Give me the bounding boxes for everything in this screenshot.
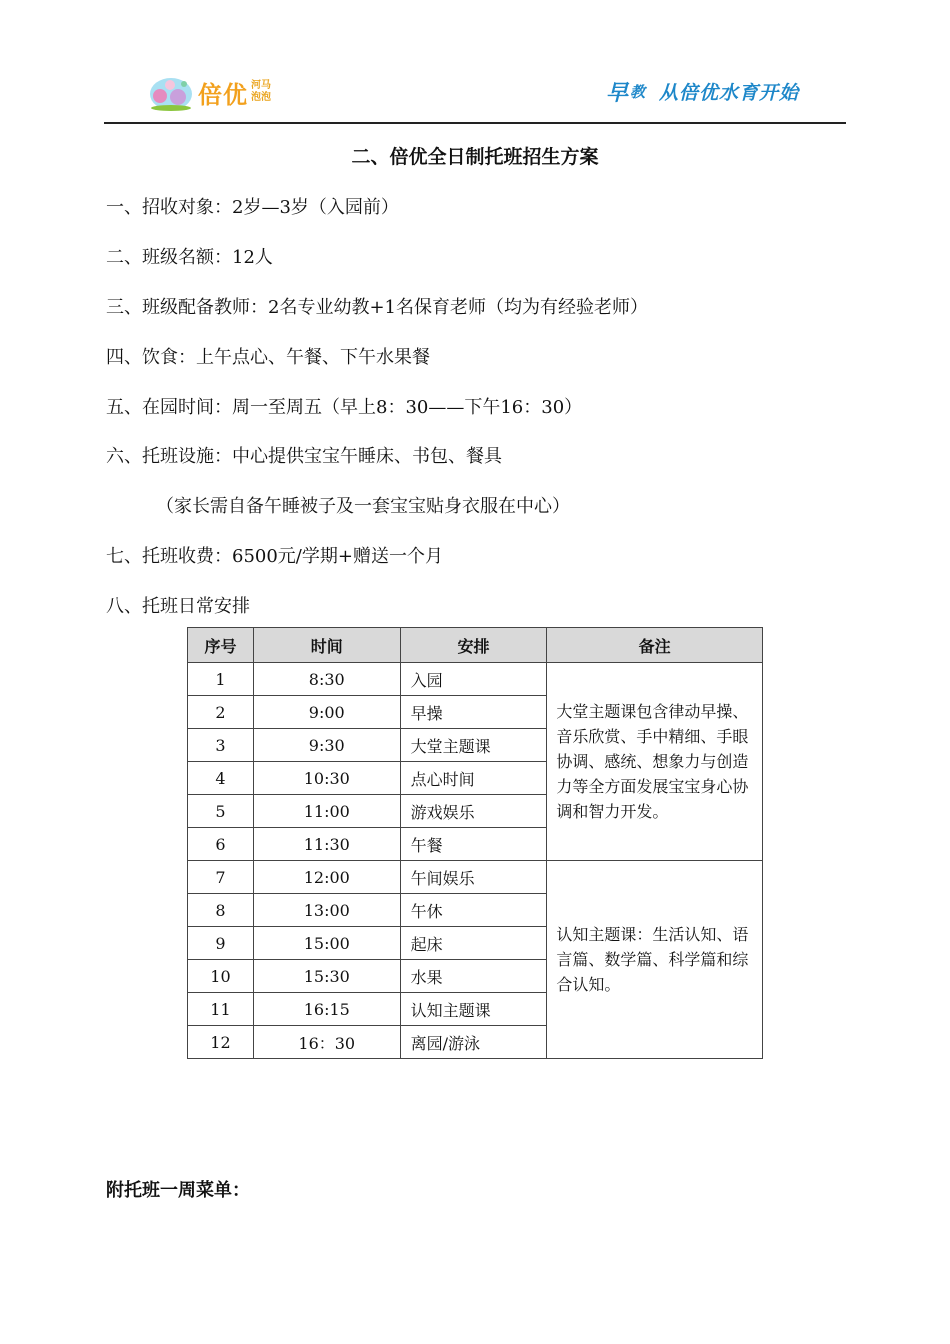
- cell-no: 7: [188, 861, 254, 894]
- header-time: 时间: [253, 628, 400, 663]
- cell-activity: 午餐: [400, 828, 547, 861]
- cell-time: 12:00: [253, 861, 400, 894]
- item-facilities-note: （家长需自备午睡被子及一套宝宝贴身衣服在中心）: [156, 496, 570, 517]
- header-activity: 安排: [400, 628, 547, 663]
- cell-no: 8: [188, 894, 254, 927]
- cell-activity: 认知主题课: [400, 993, 547, 1026]
- cell-time: 9:30: [253, 729, 400, 762]
- cell-activity: 水果: [400, 960, 547, 993]
- cell-no: 5: [188, 795, 254, 828]
- appendix-menu-heading: 附托班一周菜单：: [106, 1180, 250, 1201]
- item-enrollment-target: 一、招收对象：2岁—3岁（入园前）: [106, 197, 399, 218]
- cell-activity: 起床: [400, 927, 547, 960]
- table-row: [188, 663, 763, 696]
- cell-no: 11: [188, 993, 254, 1026]
- cell-no: 6: [188, 828, 254, 861]
- cell-activity: 入园: [400, 663, 547, 696]
- cell-activity: 午间娱乐: [400, 861, 547, 894]
- cell-no: 4: [188, 762, 254, 795]
- cell-note-afternoon: 认知主题课：生活认知、语言篇、数学篇、科学篇和综合认知。: [547, 861, 763, 1059]
- page-header: [0, 0, 950, 124]
- cell-time: 16：30: [253, 1026, 400, 1059]
- cell-time: 10:30: [253, 762, 400, 795]
- cell-time: 15:00: [253, 927, 400, 960]
- daily-schedule-table: [187, 627, 763, 1059]
- table-header-row: [188, 628, 763, 663]
- beiyou-logo: [148, 72, 271, 112]
- logo-name: 倍优: [198, 80, 248, 109]
- item-facilities: 六、托班设施：中心提供宝宝午睡床、书包、餐具: [106, 446, 502, 467]
- cell-time: 16:15: [253, 993, 400, 1026]
- cell-activity: 早操: [400, 696, 547, 729]
- logo-subtitle: [251, 80, 271, 104]
- header-no: 序号: [188, 628, 254, 663]
- slogan: 从倍优水育开始: [659, 82, 800, 104]
- early-education-logo: [606, 76, 799, 107]
- cell-activity: 游戏娱乐: [400, 795, 547, 828]
- cell-no: 1: [188, 663, 254, 696]
- cell-no: 10: [188, 960, 254, 993]
- cell-no: 3: [188, 729, 254, 762]
- item-teachers: 三、班级配备教师：2名专业幼教+1名保育老师（均为有经验老师）: [106, 297, 648, 318]
- item-class-size: 二、班级名额：12人: [106, 247, 273, 268]
- cell-time: 15:30: [253, 960, 400, 993]
- hippo-bubble-logo-icon: [148, 72, 194, 112]
- cell-note-morning: 大堂主题课包含律动早操、音乐欣赏、手中精细、手眼协调、感统、想象力与创造力等全方面发展宝宝身心协调和智力开发。: [547, 663, 763, 861]
- cell-no: 2: [188, 696, 254, 729]
- item-hours: 五、在园时间：周一至周五（早上8：30——下午16：30）: [106, 397, 583, 418]
- cell-time: 13:00: [253, 894, 400, 927]
- cell-time: 11:30: [253, 828, 400, 861]
- logo-subtitle-line-2: 泡泡: [251, 92, 271, 103]
- early-mark-2: 教: [630, 83, 646, 101]
- cell-time: 8:30: [253, 663, 400, 696]
- header-note: 备注: [547, 628, 763, 663]
- cell-no: 12: [188, 1026, 254, 1059]
- cell-activity: 离园/游泳: [400, 1026, 547, 1059]
- cell-time: 11:00: [253, 795, 400, 828]
- table-row: [188, 861, 763, 894]
- header-divider: [104, 122, 846, 124]
- logo-subtitle-line-1: 河马: [251, 80, 271, 91]
- early-mark: 早: [606, 81, 629, 106]
- cell-activity: 午休: [400, 894, 547, 927]
- page-title: 二、倍优全日制托班招生方案: [351, 146, 599, 168]
- item-daily-schedule: 八、托班日常安排: [106, 596, 250, 617]
- cell-no: 9: [188, 927, 254, 960]
- item-meals: 四、饮食：上午点心、午餐、下午水果餐: [106, 347, 430, 368]
- cell-activity: 大堂主题课: [400, 729, 547, 762]
- cell-time: 9:00: [253, 696, 400, 729]
- item-fees: 七、托班收费：6500元/学期+赠送一个月: [106, 546, 443, 567]
- cell-activity: 点心时间: [400, 762, 547, 795]
